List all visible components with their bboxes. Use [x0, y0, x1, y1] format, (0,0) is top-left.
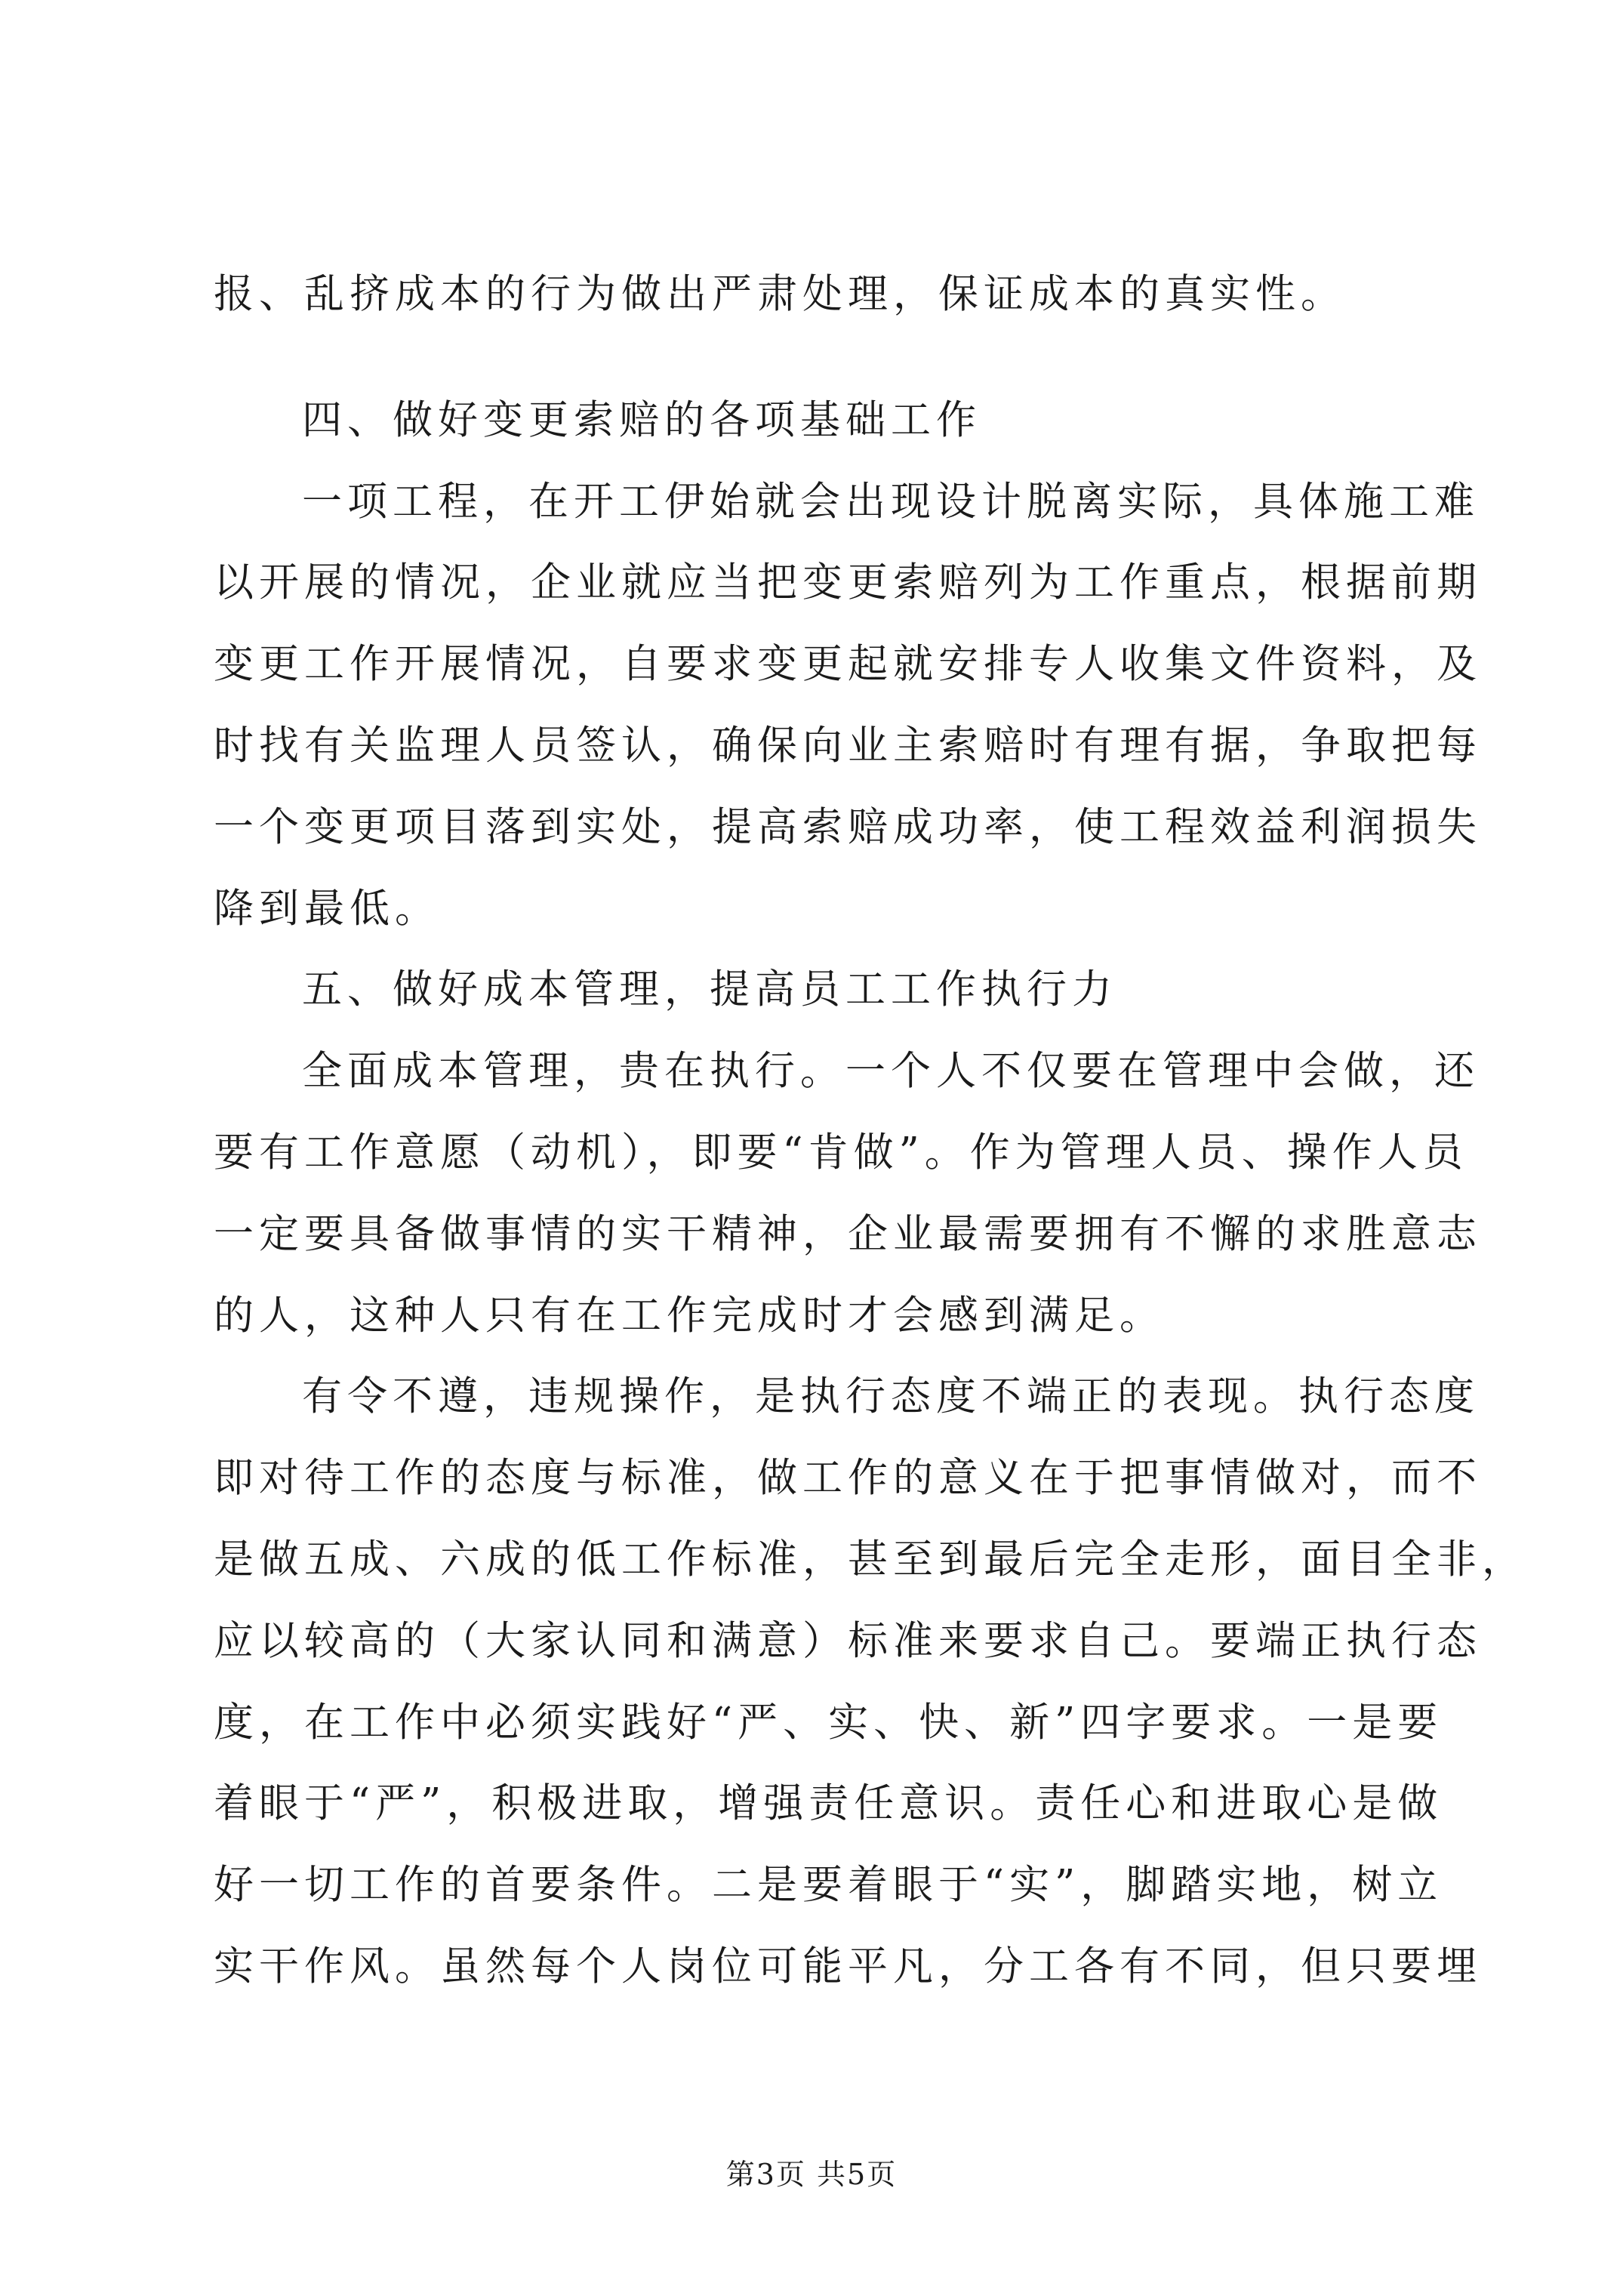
section-heading-5: 五、做好成本管理，提高员工工作执行力 [302, 966, 1117, 1012]
text-line: 时找有关监理人员签认，确保向业主索赔时有理有据，争取把每 [214, 723, 1482, 769]
text-line: 度，在工作中必须实践好“严、实、快、新”四字要求。一是要 [214, 1700, 1443, 1746]
text-line: 好一切工作的首要条件。二是要着眼于“实”，脚踏实地，树立 [214, 1862, 1443, 1908]
text-line: 一个变更项目落到实处，提高索赔成功率，使工程效益利润损失 [214, 804, 1482, 850]
text-line: 实干作风。虽然每个人岗位可能平凡，分工各有不同，但只要埋 [214, 1943, 1482, 1989]
text-line: 变更工作开展情况，自要求变更起就安排专人收集文件资料，及 [214, 641, 1482, 687]
text-line: 一定要具备做事情的实干精神，企业最需要拥有不懈的求胜意志 [214, 1211, 1482, 1257]
text-line: 是做五成、六成的低工作标准，甚至到最后完全走形，面目全非， [214, 1536, 1527, 1583]
section-heading-4: 四、做好变更索赔的各项基础工作 [302, 397, 981, 443]
text-line: 全面成本管理，贵在执行。一个人不仅要在管理中会做，还 [302, 1048, 1480, 1094]
text-line: 报、乱挤成本的行为做出严肃处理，保证成本的真实性。 [214, 271, 1346, 317]
text-line: 要有工作意愿（动机），即要“肯做”。作为管理人员、操作人员 [214, 1130, 1468, 1176]
text-line: 有令不遵，违规操作，是执行态度不端正的表现。执行态度 [302, 1373, 1480, 1419]
text-line: 应以较高的（大家认同和满意）标准来要求自己。要端正执行态 [214, 1618, 1482, 1664]
text-line: 一项工程，在开工伊始就会出现设计脱离实际，具体施工难 [302, 479, 1480, 525]
text-line: 的人，这种人只有在工作完成时才会感到满足。 [214, 1293, 1165, 1339]
text-line: 以开展的情况，企业就应当把变更索赔列为工作重点，根据前期 [214, 559, 1482, 606]
page-footer: 第3页 共5页 [725, 2158, 898, 2191]
text-line: 降到最低。 [214, 886, 440, 932]
text-line: 着眼于“严”，积极进取，增强责任意识。责任心和进取心是做 [214, 1780, 1443, 1826]
text-line: 即对待工作的态度与标准，做工作的意义在于把事情做对，而不 [214, 1455, 1482, 1501]
